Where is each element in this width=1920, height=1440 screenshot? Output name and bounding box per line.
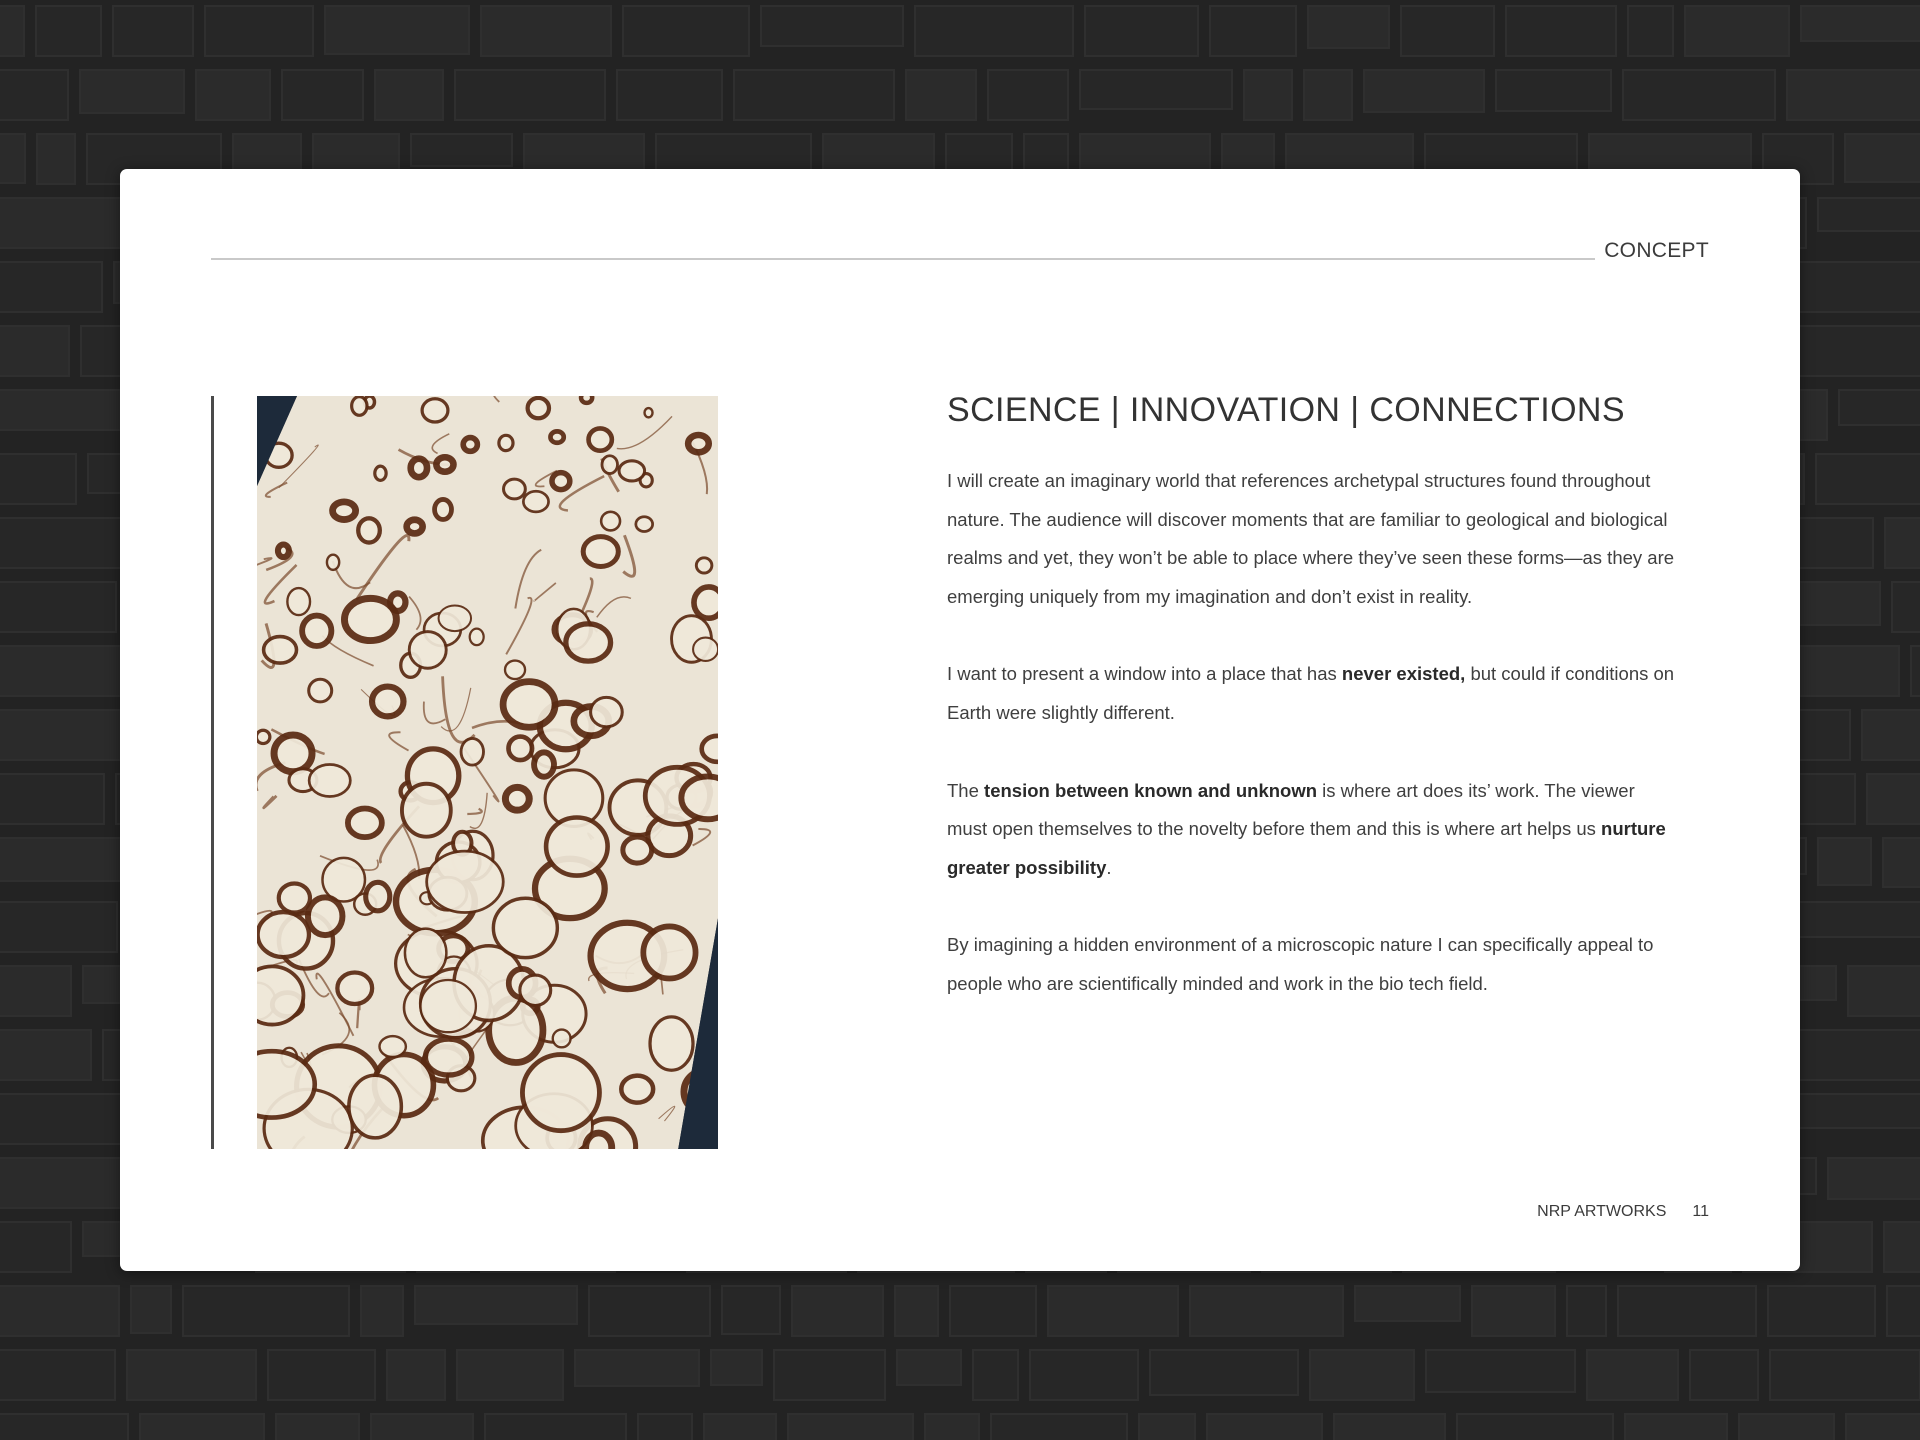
bg-block <box>1768 1286 1875 1336</box>
paragraph-1 <box>947 462 1677 616</box>
ink-cell <box>264 637 297 663</box>
ink-cell <box>523 491 548 512</box>
ink-cell <box>337 973 372 1004</box>
bg-block <box>415 1286 577 1324</box>
concept-text-block <box>947 391 1677 1043</box>
ink-cell <box>436 457 453 472</box>
bg-block <box>988 70 1068 120</box>
ink-cell <box>534 752 554 776</box>
bg-block <box>991 1414 1127 1440</box>
bg-block <box>1787 70 1920 120</box>
bg-block <box>711 1350 762 1385</box>
bg-block <box>788 1414 913 1440</box>
paragraph-2-text-a: I want to present a window into a place that has <box>947 663 1342 685</box>
ink-cell <box>696 558 712 573</box>
bg-block <box>1846 1414 1920 1440</box>
bg-block <box>950 1286 1036 1336</box>
bg-block <box>0 198 139 248</box>
bg-block <box>196 70 270 120</box>
paragraph-3-emphasis-a: tension between known and unknown <box>984 779 1318 801</box>
bg-block <box>1150 1350 1298 1395</box>
ink-cell <box>405 929 446 978</box>
bg-block <box>205 6 313 56</box>
ink-cell <box>348 809 382 838</box>
ink-cell <box>621 1076 653 1103</box>
bg-block <box>1567 1286 1606 1336</box>
bg-block <box>1355 1286 1460 1321</box>
ink-cell <box>274 735 312 772</box>
ink-cell <box>461 738 483 765</box>
footer-brand: NRP ARTWORKS <box>1537 1203 1667 1220</box>
ink-cell <box>650 1017 693 1070</box>
bg-block <box>1506 6 1616 56</box>
ink-cell <box>688 435 709 452</box>
bg-block <box>80 70 184 113</box>
ink-cell <box>309 679 332 702</box>
bg-block <box>0 1094 132 1144</box>
ink-cell <box>287 588 310 615</box>
bg-block <box>1623 70 1775 120</box>
bg-block <box>1792 646 1899 696</box>
ink-cell <box>352 397 367 416</box>
bg-block <box>1779 1094 1920 1128</box>
bg-block <box>0 1158 137 1208</box>
bg-block <box>1685 6 1789 56</box>
ink-cell <box>520 975 551 1005</box>
bg-block <box>1845 134 1920 182</box>
bg-block <box>1472 1286 1555 1336</box>
accent-bar <box>211 396 214 1149</box>
marbled-paper-image <box>257 396 718 1149</box>
bg-block <box>457 1350 563 1400</box>
ink-cell <box>702 736 718 762</box>
bg-block <box>37 134 75 184</box>
bg-block <box>895 1286 938 1336</box>
bg-block <box>282 70 363 120</box>
ink-cell <box>279 883 310 912</box>
artwork-photo <box>257 396 718 1149</box>
paragraph-2-text-b: but could if conditions on Earth were slightly different. <box>947 663 1675 723</box>
section-label: CONCEPT <box>1604 239 1709 262</box>
bg-block <box>1085 6 1198 56</box>
bg-block <box>1911 646 1920 696</box>
ink-cell <box>257 730 270 743</box>
ink-cell <box>463 438 477 452</box>
ink-cell <box>591 697 623 726</box>
bg-block <box>0 838 139 881</box>
bg-block <box>268 1350 375 1400</box>
ink-cell <box>694 587 718 618</box>
ink-cell <box>470 629 484 646</box>
bg-block <box>1828 1158 1920 1199</box>
ink-cell <box>435 499 452 519</box>
bg-block <box>0 646 137 696</box>
bg-block <box>761 6 903 46</box>
bg-block <box>0 70 68 120</box>
bg-block <box>1798 1030 1920 1080</box>
paragraph-3-emphasis-b: nurture greater possibility <box>947 818 1666 878</box>
bg-block <box>1883 838 1920 887</box>
bg-block <box>925 1414 979 1440</box>
bg-block <box>0 1414 128 1440</box>
ink-cell <box>528 398 549 418</box>
bg-block <box>1496 70 1611 111</box>
page-number: 11 <box>1692 1203 1709 1220</box>
ink-cell <box>505 787 529 810</box>
bg-block <box>734 70 894 120</box>
bg-block <box>1818 198 1920 231</box>
ink-cell <box>583 537 618 567</box>
bg-block <box>1618 1286 1756 1336</box>
ink-cell <box>372 687 403 717</box>
bg-block <box>375 70 443 120</box>
ink-cell <box>643 926 695 978</box>
bg-block <box>1892 582 1920 632</box>
bg-block <box>140 1414 264 1440</box>
ink-cell <box>278 545 289 558</box>
ink-cell <box>681 776 718 819</box>
bg-block <box>325 6 469 54</box>
bg-block <box>1862 710 1920 760</box>
bg-block <box>1207 1414 1322 1440</box>
slide-footer <box>1537 1203 1709 1221</box>
bg-block <box>0 326 69 376</box>
paragraph-2-emphasis: never existed, <box>1341 663 1466 685</box>
bg-block <box>127 1350 256 1400</box>
paragraph-4-text: By imagining a hidden environment of a microscopic nature I can specifically appeal to people who are scientifically minded and work in the bio tech field. <box>947 934 1654 994</box>
ink-cell <box>257 966 303 1024</box>
bg-block <box>387 1350 445 1400</box>
ink-cell <box>375 466 386 480</box>
bg-block <box>575 1350 699 1386</box>
ink-cell <box>504 479 526 499</box>
ink-cell <box>581 396 592 403</box>
bg-block <box>1770 1350 1920 1400</box>
bg-block <box>0 1350 115 1400</box>
ink-cell <box>601 512 620 531</box>
bg-block <box>1887 1286 1920 1336</box>
bg-block <box>131 1286 171 1333</box>
ink-cell <box>344 598 396 640</box>
ink-cell <box>493 898 557 957</box>
bg-block <box>589 1286 710 1336</box>
ink-cell <box>402 784 451 837</box>
bg-block <box>0 1030 91 1080</box>
bg-block <box>485 1414 626 1440</box>
bg-block <box>1816 454 1920 504</box>
bg-block <box>1780 262 1920 312</box>
bg-block <box>704 1414 776 1440</box>
ink-cell <box>602 456 618 474</box>
ink-cell <box>309 764 350 796</box>
ink-cell <box>327 555 339 570</box>
ink-cell <box>499 435 513 450</box>
bg-block <box>897 1350 961 1385</box>
ink-cell <box>550 431 563 442</box>
bg-block <box>623 6 749 56</box>
bg-block <box>1885 518 1920 568</box>
bg-block <box>0 1286 119 1336</box>
bg-block <box>113 6 193 56</box>
ink-cell <box>379 1036 405 1057</box>
bg-block <box>617 70 722 120</box>
bg-block <box>1364 70 1484 112</box>
bg-block <box>276 1414 359 1440</box>
bg-block <box>1048 1286 1178 1336</box>
ink-cell <box>422 399 448 422</box>
bg-block <box>0 6 24 56</box>
bg-block <box>0 262 102 312</box>
ink-cell <box>636 517 653 532</box>
ink-cell <box>366 882 390 911</box>
bg-block <box>906 70 976 120</box>
bg-block <box>1690 1350 1758 1400</box>
bg-block <box>1628 6 1673 56</box>
bg-block <box>1308 6 1389 48</box>
bg-block <box>1310 1350 1414 1400</box>
ink-cell <box>420 980 475 1032</box>
bg-block <box>371 1414 473 1440</box>
bg-block <box>1139 1414 1195 1440</box>
bg-block <box>1801 6 1920 41</box>
bg-block <box>1839 390 1920 425</box>
ink-cell <box>358 518 380 542</box>
paragraph-3-text-b: is where art does its’ work. The viewer must open themselves to the novelty before them and this is where art helps us <box>947 779 1635 840</box>
ink-cell <box>302 616 331 646</box>
presentation-slide <box>120 169 1800 1271</box>
bg-block <box>1401 6 1494 56</box>
ink-cell <box>693 638 718 661</box>
paragraph-2 <box>947 655 1677 732</box>
bg-block <box>0 774 104 824</box>
bg-block <box>1625 1414 1727 1440</box>
ink-cell <box>409 632 446 669</box>
bg-block <box>722 1286 780 1334</box>
paragraph-3 <box>947 772 1677 888</box>
bg-block <box>36 6 101 56</box>
bg-block <box>0 134 25 183</box>
paragraph-4 <box>947 926 1677 1003</box>
bg-block <box>1789 326 1920 376</box>
ink-cell <box>586 1133 612 1149</box>
ink-cell <box>411 459 427 477</box>
bg-block <box>1030 1350 1138 1400</box>
bg-block <box>1457 1414 1613 1440</box>
bg-block <box>0 902 117 952</box>
ink-cell <box>645 408 653 417</box>
header-divider <box>211 258 1595 260</box>
bg-block <box>774 1350 885 1400</box>
bg-block <box>455 70 605 120</box>
bg-block <box>411 134 512 166</box>
ink-cell <box>333 502 356 520</box>
ink-cell <box>308 897 343 935</box>
ink-cell <box>505 661 525 680</box>
bg-block <box>481 6 611 56</box>
bg-block <box>361 1286 403 1336</box>
paragraph-3-text-c: . <box>1106 856 1112 878</box>
ink-cell <box>258 912 309 957</box>
paragraph-1-text: I will create an imaginary world that references archetypal structures found throughout nature. The audience will discover moments that are familiar to geological and biological realms and yet, they won’t be able to place where they’ve seen these forms—as they are emerging uniquely from my imagination and don’t exist in reality. <box>947 470 1675 607</box>
bg-block <box>1210 6 1296 56</box>
ink-cell <box>509 737 533 761</box>
bg-block <box>915 6 1073 56</box>
bg-block <box>638 1414 692 1440</box>
ink-cell <box>427 851 504 912</box>
bg-block <box>973 1350 1018 1400</box>
ink-cell <box>407 520 423 534</box>
ink-cell <box>623 837 652 863</box>
bg-block <box>0 582 116 632</box>
bg-block <box>1797 774 1855 824</box>
bg-block <box>1244 70 1292 120</box>
ink-cell <box>589 428 612 450</box>
bg-block <box>0 966 71 1016</box>
bg-block <box>1739 1414 1834 1440</box>
ink-cell <box>503 682 555 728</box>
bg-block <box>1799 902 1920 937</box>
ink-cell <box>566 624 611 661</box>
ink-cell <box>552 473 570 490</box>
bg-block <box>1304 70 1352 120</box>
bg-block <box>1884 1222 1920 1272</box>
bg-block <box>1587 1350 1678 1400</box>
page-title: SCIENCE | INNOVATION | CONNECTIONS <box>947 391 1625 429</box>
bg-block <box>0 390 138 430</box>
ink-cell <box>546 817 608 875</box>
ink-cell <box>349 1075 401 1138</box>
bg-block <box>0 454 76 504</box>
ink-cell <box>439 606 472 632</box>
bg-block <box>0 1222 71 1272</box>
bg-block <box>1818 838 1871 885</box>
bg-block <box>792 1286 883 1336</box>
bg-block <box>1080 70 1232 109</box>
ink-cell <box>619 461 645 481</box>
ink-cell <box>553 1030 571 1048</box>
bg-block <box>183 1286 349 1336</box>
bg-block <box>1190 1286 1343 1336</box>
paragraph-3-text-a: The <box>947 779 985 801</box>
ink-cell <box>425 1039 471 1075</box>
bg-block <box>1334 1414 1445 1440</box>
bg-block <box>1848 966 1920 1016</box>
bg-block <box>1867 774 1920 824</box>
bg-block <box>1426 1350 1575 1392</box>
ink-cell <box>522 1055 599 1131</box>
